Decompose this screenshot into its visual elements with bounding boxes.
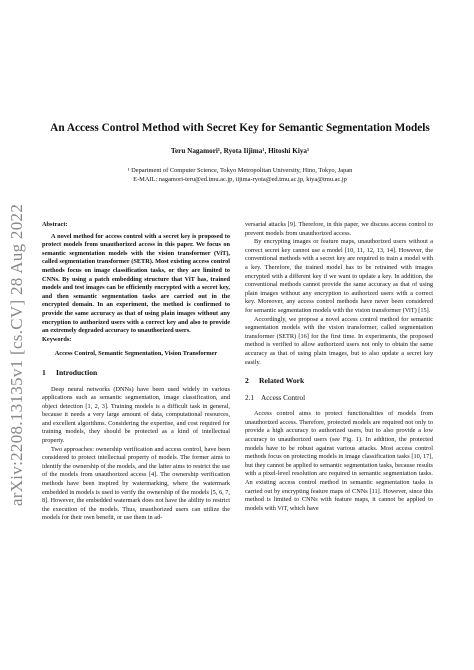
keywords-heading: Keywords:: [42, 335, 72, 343]
section-number: 2: [245, 376, 249, 386]
right-column: [245, 221, 433, 513]
subsection-title: Access Control: [261, 393, 306, 402]
abstract-heading: Abstract:: [42, 221, 68, 228]
section-title: Introduction: [56, 367, 98, 377]
arxiv-stamp: [2, 190, 32, 520]
arxiv-id: arXiv:2208.13135v1 [cs.CV] 28 Aug 2022: [7, 203, 26, 507]
abstract-body: A novel method for access control with a secret key is proposed to protect models from unauthorized access in this paper. We focus on semantic segmentation models with the vision transformer (ViT), called segmentation transformer (SETR). Most existing access control methods focus on image classification tasks, or they are limited to CNNs. By using a patch embedding structure that ViT has, trained models and test images can be efficiently encrypted with a secret key, and then semantic segmentation tasks are carried out in the encrypted domain. In an experiment, the method is confirmed to provide the same accuracy as that of using plain images without any encryption to authorized users with a correct key and also to provide an extremely degraded accuracy to unauthorized users.: [42, 232, 230, 335]
subsection-heading-access-control: [245, 394, 433, 403]
intro-paragraph-2: Two approaches: ownership verification and access control, have been considered to protect intellectual property of models. The former aims to identify the ownership of the models, and the latter aims to restrict the use of the models from unauthorized access [4]. The ownership verification methods have been inspired by watermarking, where the watermark embedded in models is used to verify the ownership of the models [5, 6, 7, 8]. However, the embedded watermark does not have the ability to restrict the execution of the models. Thus, unauthorized users can utilize the models for their own benefit, or use them in ad-: [42, 445, 230, 522]
left-column: [42, 221, 230, 523]
paper-authors: Teru Nagamori¹, Ryota Iijima¹, Hitoshi Kiya¹: [170, 147, 310, 155]
keywords-body: Access Control, Semantic Segmentation, Vision Transformer: [54, 350, 218, 358]
intro-paragraph-1: Deep neural networks (DNNs) have been used widely in various applications such as semantic segmentation, image classification, and object detection [1, 2, 3]. Training models is a difficult task in general, because it needs a very large amount of data, computational resources, and excellent algorithms. Considering the expertise, and cost required for training models, they should be protected as a kind of intellectual property.: [42, 385, 230, 445]
intro-paragraph-3: By encrypting images or feature maps, unauthorized users without a correct secret key cannot use a model [10, 11, 12, 13, 14]. However, the conventional methods with a secret key are required to train a model with a key. Therefore, the trained model has to be retrained with images encrypted with a different key if we want to update a key. In addition, the conventional methods cannot provide the same accuracy as that of using plain images without any encryption to authorized users with a correct key. Moreover, any access control methods have never been considered for semantic segmentation models with the vision transformer (ViT) [15].: [245, 238, 433, 314]
subsection-number: 2.1: [245, 393, 254, 402]
section-number: 1: [42, 367, 46, 377]
intro-paragraph-4: Accordingly, we propose a novel access control method for semantic segmentation models with the vision transformer, called segmentation transformer (SETR) [16] for the first time. In experiments, the proposed method is verified to allow authorized users not only to obtain the same accuracy as that of using plain images, but to also update a secret key easily.: [245, 315, 433, 366]
intro-paragraph-continued: versarial attacks [9]. Therefore, in this paper, we discuss access control to prevent models from unauthorized access.: [245, 221, 433, 237]
section-heading-related-work: [245, 377, 433, 386]
section-heading-introduction: [42, 369, 230, 378]
paper-title: An Access Control Method with Secret Key for Semantic Segmentation Models: [50, 122, 430, 134]
related-work-paragraph-1: Access control aims to protect functionalities of models from unauthorized access. Therefore, protected models are required not only to provide a high accuracy to authorized users, but to also provide a low accuracy to unauthorized users (see Fig. 1). In addition, the protected models have to be robust against various attacks. Most access control methods focus on protecting models in image classification tasks [10, 17], but they cannot be applied to semantic segmentation tasks, because results with a pixel-level resolution are required in semantic segmentation tasks. An existing access control method in semantic segmentation tasks is carried out by encrypting feature maps of CNNs [11]. However, since this method is limited to CNNs with feature maps, it cannot be applied to models with ViT, which have: [245, 410, 433, 512]
section-title: Related Work: [259, 376, 305, 386]
affiliation: [40, 166, 440, 184]
affiliation-line: ¹ Department of Computer Science, Tokyo Metropolitan University, Hino, Tokyo, Japan: [127, 167, 353, 174]
email-line: E-MAIL: nagamori-teru@ed.tmu.ac.jp, iijima-ryota@ed.tmu.ac.jp, kiya@tmu.ac.jp: [133, 176, 347, 183]
